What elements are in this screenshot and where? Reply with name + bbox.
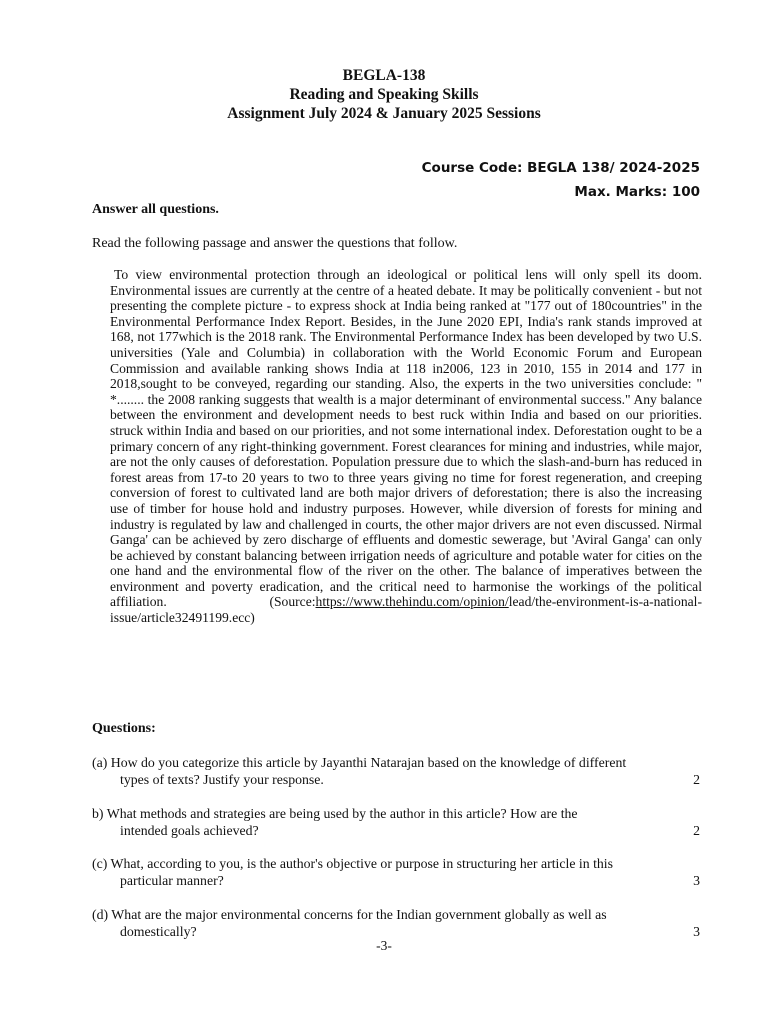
question-text-continued: intended goals achieved? [120, 823, 259, 838]
passage-body: To view environmental protection through an ideological or political lens will only spell its doom. Environmental issues are currently at the centre of a heated debate. It may be politically convenient - but not presenting the complete picture - to express shock at India being ranked at "177 out of 180countries" in the Environmental Performance Index Report. Besides, in the June 2020 EPI, India's rank stands improved at 168, not 177which is the 2018 rank. The Environmental Performance Index has been developed by two U.S. universities (Yale and Columbia) in collaboration with the World Economic Forum and European Commission and available ranking shows India at 118 in2006, 123 in 2010, 155 in 2014 and 177 in 2018,sought to be conveyed, regarding our standing. Also, the experts in the two universities conclude: " *........ the 2008 ranking suggests that wealth is a major determinant of environmental success." Any balance between the environment and development needs to best ruck within India and based on our priorities. struck within India and based on our priorities, and not some international index. Deforestation ought to be a primary concern of any right-thinking government. Forest clearances for mining and industries, while major, are not the only causes of deforestation. Population pressure due to which the slash-and-burn has reduced in forest areas from 17-to 20 years to two to three years giving no time for forest regeneration, and creeping conversion of forest to cultivated land are both major drivers of deforestation; there is also the increasing use of timber for house hold and industry purposes. However, while diversion of forests for mining and industry is regulated by law and challenged in courts, the other major drivers are not even discussed. Nirmal Ganga' can be achieved by zero discharge of effluents and domestic sewerage, but 'Aviral Ganga' can only be achieved by constant balancing between irrigation needs of agriculture and potable water for cities on the one hand and the environmental flow of the river on the other. The balance of imperatives between the environment and poverty eradication, and the critical need to harmonise the workings of the political affiliation. [110, 267, 702, 610]
question-text: (a) How do you categorize this article by Jayanthi Natarajan based on the knowledge of different [92, 755, 627, 770]
course-meta [422, 156, 700, 204]
question-marks: 2 [693, 823, 700, 838]
question-text-continued: particular manner? [120, 873, 224, 888]
question-b [92, 805, 700, 839]
assignment-title: Assignment July 2024 & January 2025 Sessions [227, 105, 541, 122]
question-marks: 2 [693, 772, 700, 787]
source-prefix: (Source: [269, 594, 316, 610]
source-suffix: lead/the-environment-is-a-national-issue/article32491199.ecc) [110, 594, 702, 626]
reading-passage [110, 267, 702, 626]
page-number: -3- [376, 938, 392, 953]
question-text: (d) What are the major environmental concerns for the Indian government globally as well as [92, 907, 607, 922]
question-text-continued: types of texts? Justify your response. [120, 772, 324, 787]
question-c [92, 855, 700, 889]
question-text: b) What methods and strategies are being used by the author in this article? How are the [92, 806, 578, 821]
question-d [92, 906, 700, 940]
course-code-title: BEGLA-138 [342, 67, 426, 84]
question-text: (c) What, according to you, is the author's objective or purpose in structuring her article in this [92, 856, 614, 871]
question-marks: 3 [693, 924, 700, 939]
course-title: Reading and Speaking Skills [289, 86, 479, 103]
read-passage-instruction: Read the following passage and answer the questions that follow. [92, 236, 458, 251]
answer-all-instruction: Answer all questions. [92, 202, 219, 217]
question-marks: 3 [693, 873, 700, 888]
source-link[interactable]: https://www.thehindu.com/opinion/ [315, 594, 509, 610]
document-header [0, 66, 768, 123]
question-text-continued: domestically? [120, 924, 197, 939]
course-code-label: Course Code: BEGLA 138/ 2024-2025 [421, 160, 700, 176]
questions-heading: Questions: [92, 721, 156, 736]
question-a [92, 754, 700, 788]
max-marks-label: Max. Marks: 100 [574, 184, 700, 200]
